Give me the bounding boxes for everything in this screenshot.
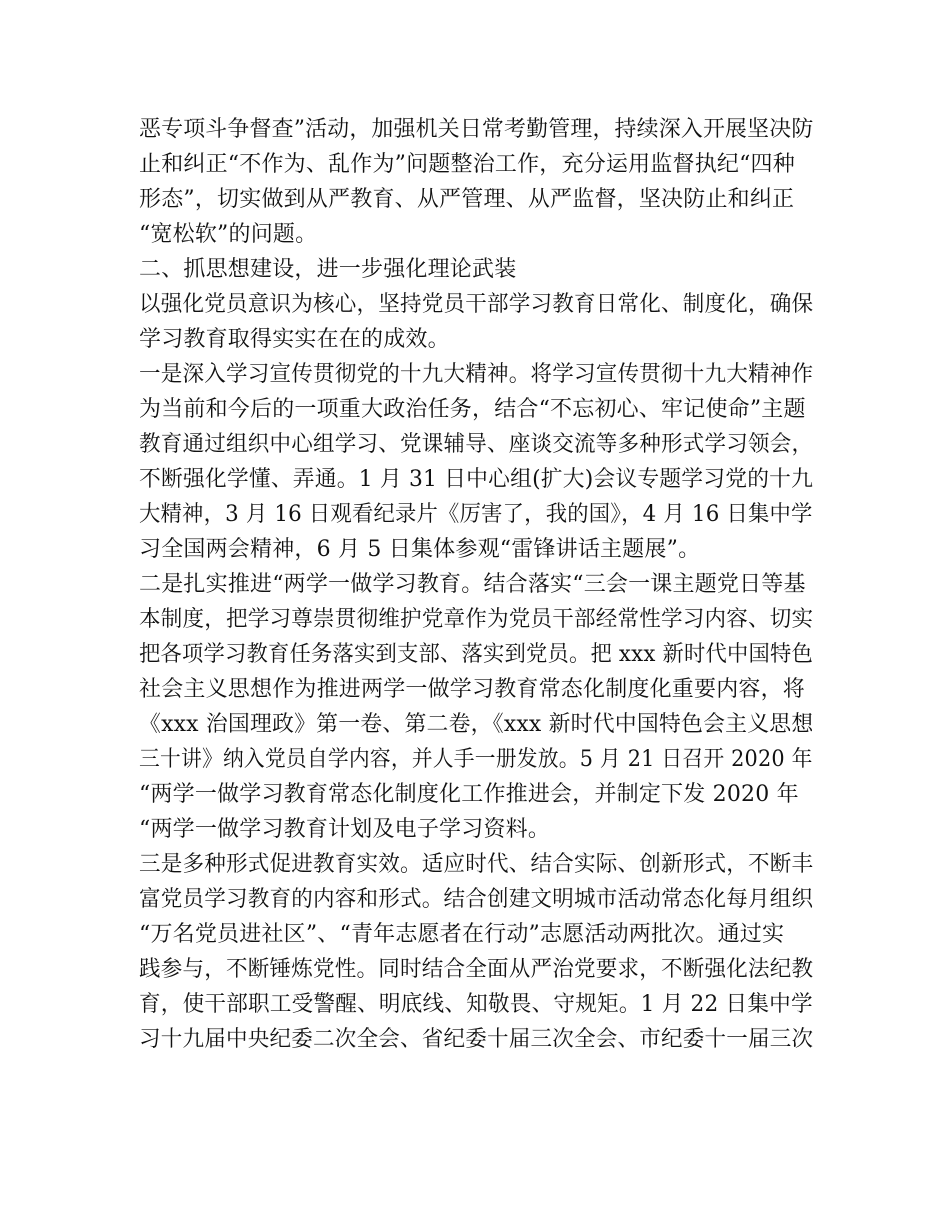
text-line: “两学一做学习教育常态化制度化工作推进会，并制定下发 2020 年	[139, 782, 799, 807]
text-line: 不断强化学懂、弄通。1 月 31 日中心组(扩大)会议专题学习党的十九	[139, 467, 814, 492]
text-line: 形态”，切实做到从严教育、从严管理、从严监督，坚决防止和纠正	[139, 187, 795, 212]
text-line: “万名党员进社区”、“青年志愿者在行动”志愿活动两批次。通过实	[139, 922, 785, 947]
text-line: 以强化党员意识为核心，坚持党员干部学习教育日常化、制度化，确保	[139, 292, 814, 317]
text-line: 为当前和今后的一项重大政治任务，结合“不忘初心、牢记使命”主题	[139, 397, 806, 422]
text-line: 一是深入学习宣传贯彻党的十九大精神。将学习宣传贯彻十九大精神作	[139, 362, 814, 387]
text-line: 富党员学习教育的内容和形式。结合创建文明城市活动常态化每月组织	[139, 887, 814, 912]
text-line: 社会主义思想作为推进两学一做学习教育常态化制度化重要内容，将	[139, 677, 806, 702]
text-line: 二是扎实推进“两学一做学习教育。结合落实“三会一课主题党日等基	[139, 572, 806, 597]
text-line: 止和纠正“不作为、乱作为”问题整治工作，充分运用监督执纪“四种	[139, 152, 795, 177]
text-line: 《xxx 治国理政》第一卷、第二卷，《xxx 新时代中国特色会主义思想	[139, 712, 814, 737]
text-line: 学习教育取得实实在在的成效。	[139, 327, 450, 352]
text-line: 习全国两会精神，6 月 5 日集体参观“雷锋讲话主题展”。	[139, 537, 701, 562]
text-line: 教育通过组织中心组学习、党课辅导、座谈交流等多种形式学习领会，	[139, 432, 814, 457]
text-line: 习十九届中央纪委二次全会、省纪委十届三次全会、市纪委十一届三次	[139, 1027, 814, 1052]
document-body	[139, 112, 813, 1057]
text-line: 三是多种形式促进教育实效。适应时代、结合实际、创新形式，不断丰	[139, 852, 814, 877]
text-line: 本制度，把学习尊崇贯彻维护党章作为党员干部经常性学习内容、切实	[139, 607, 814, 632]
text-line: 大精神，3 月 16 日观看纪录片《厉害了，我的国》，4 月 16 日集中学	[139, 502, 813, 527]
text-line: 把各项学习教育任务落实到支部、落实到党员。把 xxx 新时代中国特色	[139, 642, 814, 667]
text-line: 育，使干部职工受警醒、明底线、知敬畏、守规矩。1 月 22 日集中学	[139, 992, 813, 1017]
text-line: “宽松软”的问题。	[139, 222, 318, 247]
section-heading: 二、抓思想建设，进一步强化理论武装	[139, 257, 517, 282]
text-line: 三十讲》纳入党员自学内容，并人手一册发放。5 月 21 日召开 2020 年	[139, 747, 813, 772]
text-line: 恶专项斗争督查”活动，加强机关日常考勤管理，持续深入开展坚决防	[139, 117, 814, 142]
text-line: “两学一做学习教育计划及电子学习资料。	[139, 817, 551, 842]
text-line: 践参与，不断锤炼党性。同时结合全面从严治党要求，不断强化法纪教	[139, 957, 814, 982]
